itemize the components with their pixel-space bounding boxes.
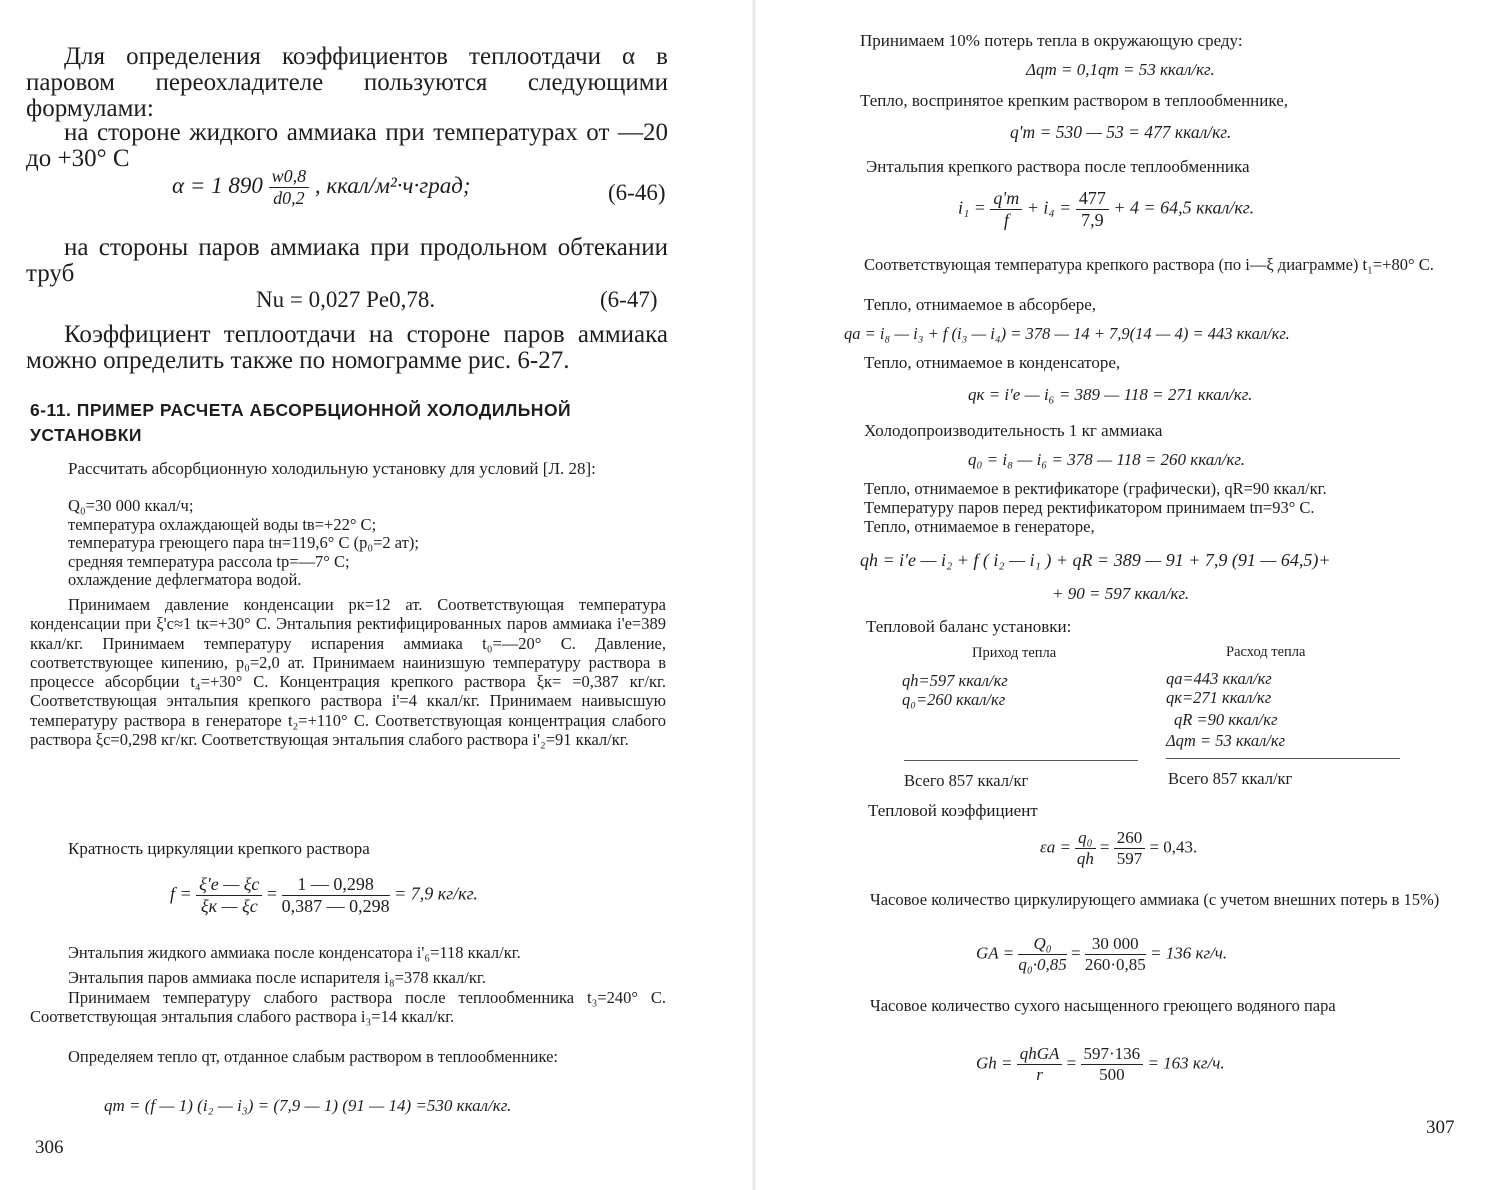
strong-temperature-line: Соответствующая температура крепкого раствора (по i—ξ диаграмме) t₁=+80° С.	[864, 255, 1434, 274]
eq10-numerator-2: 597·136	[1081, 1044, 1144, 1065]
paragraph-nomogram: Коэффициент теплоотдачи на стороне паров аммиака можно определить также по номограмме рис. 6-27.	[26, 321, 668, 374]
eq8-fraction-2	[1114, 828, 1146, 869]
eq3-result: + 4 = 64,5 ккал/кг.	[1113, 197, 1255, 218]
eq8-fraction-1	[1075, 828, 1095, 869]
heat-balance-title: Тепловой баланс установки:	[866, 617, 1072, 636]
paragraph-vapor-side: на стороны паров аммиака при продольном обтекании труб	[26, 234, 668, 287]
income-header: Приход тепла	[972, 645, 1057, 661]
enthalpy-vapor-line: Энтальпия паров аммиака после испарителя i₈=378 ккал/кг.	[68, 968, 486, 987]
equation-q-a: qа = i₈ — i₃ + f (i₃ — i₄) = 378 — 14 + 7,9(14 — 4) = 443 ккал/кг.	[844, 324, 1290, 343]
eq8-lhs: εа =	[1040, 837, 1071, 857]
eq9-numerator-2: 30 000	[1085, 934, 1146, 955]
equation-q-t: qт = (f — 1) (i₂ — i₃) = (7,9 — 1) (91 — 14) =530 ккал/кг.	[104, 1096, 512, 1115]
equation-i1	[958, 188, 1254, 231]
expense-item: qа=443 ккал/кг	[1166, 669, 1272, 688]
income-total: Всего 857 ккал/кг	[904, 771, 1029, 790]
eq10-numerator-1: qhGA	[1017, 1044, 1063, 1065]
eq10-denominator-1: r	[1036, 1065, 1043, 1084]
eq3-numerator-2: 477	[1076, 188, 1109, 210]
income-total-rule	[904, 760, 1138, 761]
page-number-306: 306	[35, 1137, 64, 1158]
eq47-ref: (6-47)	[600, 287, 658, 312]
income-list	[902, 672, 1008, 709]
ammonia-circulation-paragraph: Часовое количество циркулирующего аммиака (с учетом внешних потерь в 15%)	[870, 890, 1440, 909]
eq9-fraction-2	[1085, 934, 1146, 975]
eq3-denominator-1: f	[1003, 210, 1009, 230]
eq3-mid: + i₄ =	[1026, 197, 1072, 218]
expense-list	[1166, 670, 1285, 750]
eq9-denominator-2: 260·0,85	[1084, 955, 1146, 974]
eq46-fraction	[269, 166, 310, 209]
heat-transfer-paragraph: Определяем тепло qт, отданное слабым раствором в теплообменнике:	[68, 1047, 559, 1066]
eq8-denominator-1: qh	[1076, 849, 1094, 868]
eq10-fraction-1	[1017, 1044, 1063, 1085]
weak-solution-paragraph: Принимаем температуру слабого раствора после теплообменника t₃=240° С. Соответствующая энтальпия слабого раствора i₃=14 ккал/кг.	[30, 988, 666, 1026]
eq8-numerator-2: 260	[1114, 828, 1146, 849]
eq46-ref: (6-46)	[608, 180, 666, 205]
eq10-lhs: Gh =	[976, 1053, 1013, 1073]
page-number-307: 307	[1426, 1117, 1455, 1138]
condition-item: температура греющего пара tн=119,6° С (p₀=2 ат);	[68, 533, 419, 552]
conditions-list	[68, 497, 668, 590]
task-statement: Рассчитать абсорбционную холодильную установку для условий [Л. 28]:	[68, 459, 596, 478]
paragraph-liquid-side: на стороне жидкого аммиака при температурах от —20 до +30° С	[26, 119, 668, 172]
equation-g-a: GA = $\frac{\text{Q₀}}{\text{q₀·0,85}}$ = $\frac{30 000}{260\cdot 0,85}$ = 136 кг/ч.	[976, 934, 1228, 974]
enthalpy-liquid-line: Энтальпия жидкого аммиака после конденсатора i'₆=118 ккал/кг.	[68, 943, 521, 962]
absorber-heat-line: Тепло, отнимаемое в абсорбере,	[864, 295, 1097, 314]
eq10-fraction-2	[1081, 1044, 1144, 1085]
refrigeration-capacity-line: Холодопроизводительность 1 кг аммиака	[864, 421, 1163, 440]
condition-item: Q₀=30 000 ккал/ч;	[68, 496, 194, 515]
eq9-numerator-1: Q₀	[1018, 934, 1066, 955]
equation-q-h-line-2: + 90 = 597 ккал/кг.	[1052, 584, 1190, 603]
section-heading: 6-11. ПРИМЕР РАСЧЕТА АБСОРБЦИОННОЙ ХОЛОДИЛЬНОЙ УСТАНОВКИ	[30, 400, 572, 445]
eqf-numerator-1: ξ'е — ξс	[196, 874, 262, 896]
rectifier-heat-line: Тепло, отнимаемое в ректификаторе (графически), qR=90 ккал/кг.	[864, 479, 1327, 498]
equation-q-t-prime: q'т = 530 — 53 = 477 ккал/кг.	[1010, 122, 1232, 142]
equation-6-47: Nu = 0,027 Pe0,78.	[256, 287, 436, 312]
right-page	[754, 0, 1508, 1190]
thermal-coefficient-label: Тепловой коэффициент	[868, 801, 1038, 820]
expense-item: qк=271 ккал/кг	[1166, 687, 1272, 707]
absorbed-heat-line: Тепло, воспринятое крепким раствором в теплообменнике,	[860, 91, 1288, 110]
condition-item: охлаждение дефлегматора водой.	[68, 570, 302, 589]
condition-item: средняя температура рассола tр=—7° С;	[68, 551, 350, 571]
eqf-numerator-2: 1 — 0,298	[282, 874, 390, 896]
equation-q-h-line-1: qh = i'е — i₂ + f ( i₂ — i₁ ) + qR = 389 — 91 + 7,9 (91 — 64,5)+	[860, 550, 1331, 570]
paragraph-intro: Для определения коэффициентов теплоотдачи α в паровом переохладителе пользуются следующими формулами:	[26, 43, 668, 122]
eq9-result: = 136 кг/ч.	[1150, 943, 1228, 963]
income-item: qh=597 ккал/кг	[902, 671, 1008, 690]
eq46-denominator: d0,2	[273, 188, 305, 208]
equation-q-k: qк = i'е — i₆ = 389 — 118 = 271 ккал/кг.	[968, 385, 1253, 404]
eq9-lhs: GA =	[976, 943, 1015, 963]
eq8-denominator-2: 597	[1116, 849, 1143, 868]
expense-total-rule	[1166, 758, 1400, 759]
eqf-lhs: f =	[170, 883, 192, 904]
rectifier-temperature-line: Температуру паров перед ректификатором принимаем tп=93° С.	[864, 498, 1315, 517]
expense-total: Всего 857 ккал/кг	[1168, 769, 1293, 788]
eq46-lhs: α = 1 890	[172, 172, 263, 198]
condenser-heat-line: Тепло, отнимаемое в конденсаторе,	[864, 353, 1121, 372]
eq46-numerator: w0,8	[269, 166, 310, 188]
equation-g-h: Gh = $\frac{\text{qhGA}}{r}$ = $\frac{597\cdot 136}{500}$ = 163 кг/ч.	[976, 1044, 1225, 1084]
equation-delta-q-t: Δqт = 0,1qт = 53 ккал/кг.	[1026, 60, 1215, 79]
eqf-fraction-2	[282, 874, 390, 917]
equation-6-46	[172, 166, 471, 209]
eq3-numerator-1: q'т	[990, 188, 1022, 210]
eqf-result: = 7,9 кг/кг.	[394, 883, 478, 904]
circulation-ratio-label: Кратность циркуляции крепкого раствора	[68, 839, 370, 858]
eq3-fraction-2	[1076, 188, 1109, 231]
equation-q0: q₀ = i₈ — i₆ = 378 — 118 = 260 ккал/кг.	[968, 450, 1246, 469]
eq8-result: = 0,43.	[1149, 837, 1198, 857]
income-item: q₀=260 ккал/кг	[902, 689, 1006, 709]
eq3-denominator-2: 7,9	[1081, 210, 1104, 230]
eq3-lhs: i₁ =	[958, 197, 986, 218]
eq9-denominator-1: q₀·0,85	[1018, 955, 1067, 974]
steam-paragraph: Часовое количество сухого насыщенного греющего водяного пара	[870, 996, 1336, 1015]
eqf-denominator-2: 0,387 — 0,298	[281, 896, 390, 916]
condition-item: температура охлаждающей воды tв=+22° С;	[68, 514, 377, 534]
equation-circulation-ratio: f = $\frac{\xi'е — \xi с}{\xi к — \xi с}$ = $\frac{1 — 0,298}{0,387 — 0,298}$ = 7,9 кг/кг.	[170, 874, 478, 916]
eq9-fraction-1	[1018, 934, 1066, 975]
losses-line: Принимаем 10% потерь тепла в окружающую среду:	[860, 31, 1243, 50]
eq46-units: , ккал/м²·ч·град;	[314, 172, 471, 198]
strong-enthalpy-line: Энтальпия крепкого раствора после теплообменника	[866, 157, 1250, 176]
eq3-fraction-1	[990, 188, 1022, 231]
eq8-numerator-1: q₀	[1075, 828, 1095, 849]
eq10-denominator-2: 500	[1099, 1065, 1125, 1084]
expense-item: Δqт = 53 ккал/кг	[1166, 730, 1286, 750]
eqf-fraction-1	[196, 874, 262, 917]
calculation-paragraph: Принимаем давление конденсации pк=12 ат. Соответствующая температура конденсации при ξ'с≈1 tк=+30° С. Энтальпия ректифицированных паров аммиака i'е=389 ккал/кг. Принимаем температуру испарения аммиака t₀=—20° С. Давление, соответствующее кипению, p₀=2,0 ат. Принимаем наинизшую температуру раствора в процессе абсорбции t₄=+30° С. Концентрация крепкого раствора ξк= =0,387 кг/кг. Соответствующая энтальпия крепкого раствора i'=4 ккал/кг. Принимаем наивысшую температуру раствора в генераторе t₂=+110° С. Соответствующая концентрация слабого раствора ξс=0,298 кг/кг. Соответствующая энтальпия слабого раствора i'₂=91 ккал/кг.	[30, 595, 666, 750]
eqf-denominator-1: ξк — ξс	[200, 896, 258, 916]
expense-header: Расход тепла	[1226, 644, 1306, 660]
generator-heat-line: Тепло, отнимаемое в генераторе,	[864, 517, 1095, 536]
eq10-result: = 163 кг/ч.	[1147, 1053, 1225, 1073]
equation-epsilon: εа = $\frac{\text{q₀}}{qh}$ = $\frac{260}{597}$ = 0,43.	[1040, 828, 1198, 868]
expense-item: qR =90 ккал/кг	[1174, 710, 1278, 729]
